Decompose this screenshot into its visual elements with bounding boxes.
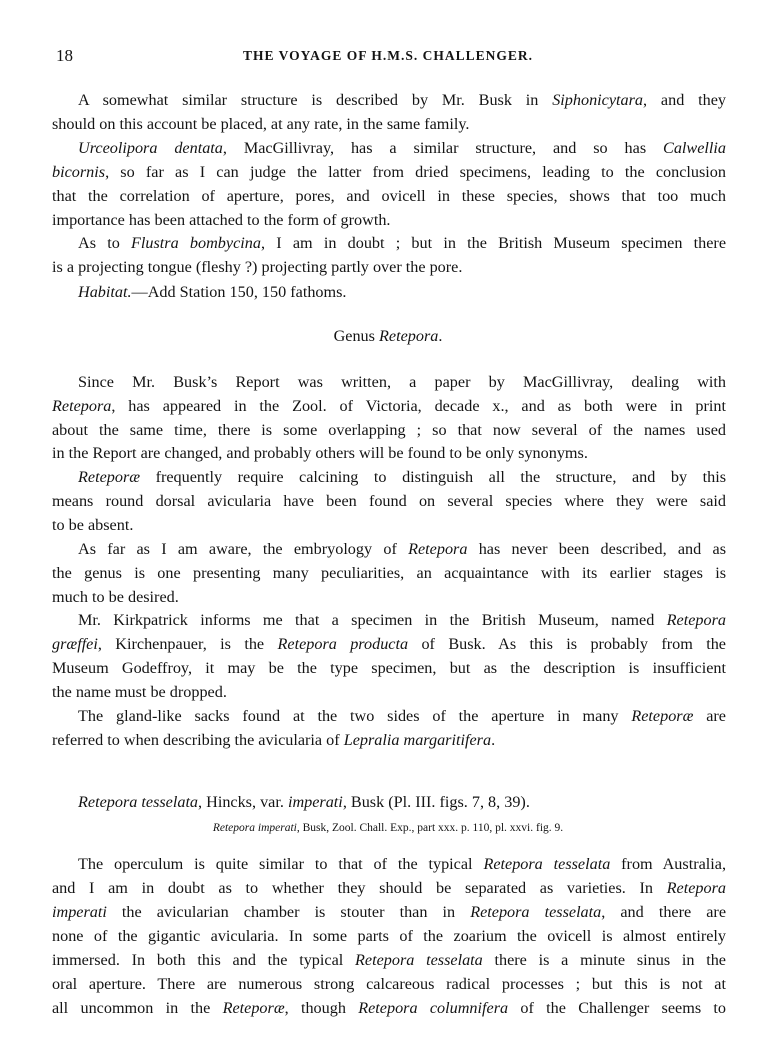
text-line: none of the gigantic avicularia. In some parts of the zoarium the ovicell is almost entirely: [52, 927, 726, 945]
text-line: Urceolipora dentata, MacGillivray, has a similar structure, and so has Calwellia: [78, 139, 726, 157]
text-line: oral aperture. There are numerous strong calcareous radical processes ; but this is not at: [52, 975, 726, 993]
text-line: bicornis, so far as I can judge the latter from dried specimens, leading to the conclusion: [52, 163, 726, 181]
text-line: all uncommon in the Reteporæ, though Retepora columnifera of the Challenger seems to: [52, 999, 727, 1017]
text-line: referred to when describing the avicularia of Lepralia margaritifera.: [52, 731, 496, 749]
text-line: Museum Godeffroy, it may be the type specimen, but as the description is insufficient: [52, 659, 726, 677]
running-title: THE VOYAGE OF H.M.S. CHALLENGER.: [242, 48, 534, 63]
text-line: Mr. Kirkpatrick informs me that a specimen in the British Museum, named Retepora: [78, 611, 726, 629]
genus-heading: Genus Retepora.: [333, 327, 443, 345]
citation: Retepora imperati, Busk, Zool. Chall. Exp., part xxx. p. 110, pl. xxvi. fig. 9.: [212, 822, 564, 834]
text-line: As far as I am aware, the embryology of Retepora has never been described, and as: [78, 540, 726, 558]
text-line: Retepora, has appeared in the Zool. of Victoria, decade x., and as both were in print: [52, 397, 726, 415]
text-line: A somewhat similar structure is described by Mr. Busk in Siphonicytara, and they: [78, 91, 726, 109]
text-line: The gland-like sacks found at the two sides of the aperture in many Reteporæ are: [78, 707, 726, 725]
species-heading: Retepora tesselata, Hincks, var. imperati, Busk (Pl. III. figs. 7, 8, 39).: [78, 793, 530, 811]
text-line: means round dorsal avicularia have been found on several species where they were said: [52, 492, 726, 510]
text-line: the genus is one presenting many peculiarities, an acquaintance with its earlier stages is: [52, 564, 726, 582]
text-line: the name must be dropped.: [52, 683, 227, 701]
page-number: 18: [56, 46, 73, 65]
text-line: As to Flustra bombycina, I am in doubt ; but in the British Museum specimen there: [78, 234, 727, 252]
text-line: in the Report are changed, and probably others will be found to be only synonyms.: [52, 444, 588, 462]
text-line: Reteporæ frequently require calcining to distinguish all the structure, and by this: [78, 468, 726, 486]
text-line: græffei, Kirchenpauer, is the Retepora producta of Busk. As this is probably from the: [52, 635, 726, 653]
page-header: [56, 46, 720, 70]
text-line: that the correlation of aperture, pores, and ovicell in these species, shows that too much: [52, 187, 726, 205]
text-line: should on this account be placed, at any rate, in the same family.: [52, 115, 470, 133]
text-line: much to be desired.: [52, 588, 179, 606]
text-line: immersed. In both this and the typical Retepora tesselata there is a minute sinus in the: [52, 951, 726, 969]
habitat-line: Habitat.—Add Station 150, 150 fathoms.: [78, 283, 347, 301]
text-line: and I am in doubt as to whether they should be separated as varieties. In Retepora: [52, 879, 726, 897]
text-line: is a projecting tongue (fleshy ?) projecting partly over the pore.: [52, 258, 463, 276]
text-line: about the same time, there is some overlapping ; so that now several of the names used: [52, 421, 726, 439]
text-line: The operculum is quite similar to that of the typical Retepora tesselata from Australia,: [78, 855, 726, 873]
text-line: importance has been attached to the form of growth.: [52, 211, 391, 229]
text-line: to be absent.: [52, 516, 134, 534]
text-line: imperati the avicularian chamber is stouter than in Retepora tesselata, and there are: [52, 903, 727, 921]
text-line: Since Mr. Busk’s Report was written, a paper by MacGillivray, dealing with: [78, 373, 726, 391]
